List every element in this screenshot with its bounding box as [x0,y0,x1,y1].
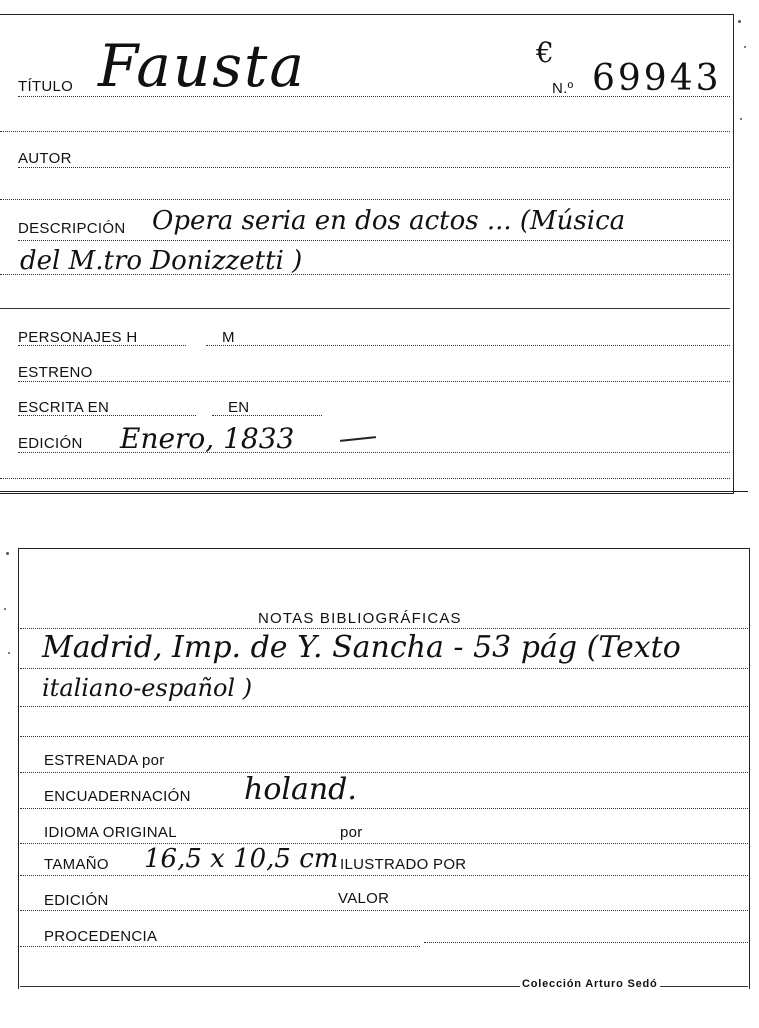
edicion-back-label: EDICIÓN [44,892,109,909]
numero-mark: € [536,36,554,69]
notas-heading: NOTAS BIBLIOGRÁFICAS [258,610,462,627]
descripcion-value-line1: Opera seria en dos actos ... (Música [152,206,626,236]
estrenada-por-label: ESTRENADA por [44,752,165,769]
personajes-rule-h [18,345,186,346]
ilustrado-por-label: ILUSTRADO POR [340,856,467,873]
escrita-en-rule [18,415,196,416]
idioma-por-label: por [340,824,363,841]
blank-rule-3 [0,478,730,479]
paper-speck [4,608,6,610]
descripcion-rule-2 [0,274,730,275]
paper-speck [8,652,10,654]
paper-speck [6,552,9,555]
descripcion-label: DESCRIPCIÓN [18,220,126,237]
titulo-label: TÍTULO [18,78,74,95]
encuadernacion-value: holand. [244,772,357,807]
autor-rule [18,167,730,168]
notas-rule-3 [20,736,748,737]
idioma-rule [20,843,748,844]
numero-label: N.º [552,80,574,97]
tamano-label: TAMAÑO [44,856,109,873]
escrita-en-label: ESCRITA EN [18,399,110,416]
estreno-label: ESTRENO [18,364,93,381]
notas-rule-1 [20,668,748,669]
encuadernacion-label: ENCUADERNACIÓN [44,788,191,805]
encuadernacion-rule [20,808,748,809]
paper-speck [740,118,742,120]
personajes-label: PERSONAJES H [18,329,138,346]
notas-line1: Madrid, Imp. de Y. Sancha - 53 pág (Texto [42,630,681,665]
titulo-value: Fausta [98,32,306,100]
paper-speck [738,20,741,23]
en-rule [212,415,322,416]
edicion-back-rule [20,910,748,911]
blank-rule-1 [0,131,730,132]
edicion-rule [18,452,730,453]
procedencia-rule [20,946,420,947]
catalog-card-back [0,540,759,1028]
edicion-value: Enero, 1833 [120,422,295,455]
catalog-card-front [0,0,759,500]
blank-rule-2 [0,199,730,200]
tamano-rule [20,875,748,876]
personajes-rule-m [206,345,730,346]
en-label: EN [228,399,250,416]
card-front-bottom-edge [0,491,748,492]
notas-rule-0 [20,628,748,629]
valor-label: VALOR [338,890,390,907]
descripcion-rule-3 [0,308,730,309]
numero-value: 69943 [592,58,722,99]
edicion-label: EDICIÓN [18,435,83,452]
estrenada-rule [20,772,748,773]
paper-speck [744,46,746,48]
personajes-m-label: M [222,329,235,346]
autor-label: AUTOR [18,150,72,167]
procedencia-rule-right [424,942,748,943]
descripcion-value-line2: del M.tro Donizzetti ) [20,246,303,276]
notas-line2: italiano-español ) [42,674,253,702]
procedencia-label: PROCEDENCIA [44,928,158,945]
estreno-rule [18,381,730,382]
collection-footer: Colección Arturo Sedó [522,978,658,990]
descripcion-rule-1 [18,240,730,241]
notas-rule-2 [20,706,748,707]
idioma-original-label: IDIOMA ORIGINAL [44,824,177,841]
edicion-dash-mark [340,436,376,442]
tamano-value: 16,5 x 10,5 cm [144,844,339,874]
